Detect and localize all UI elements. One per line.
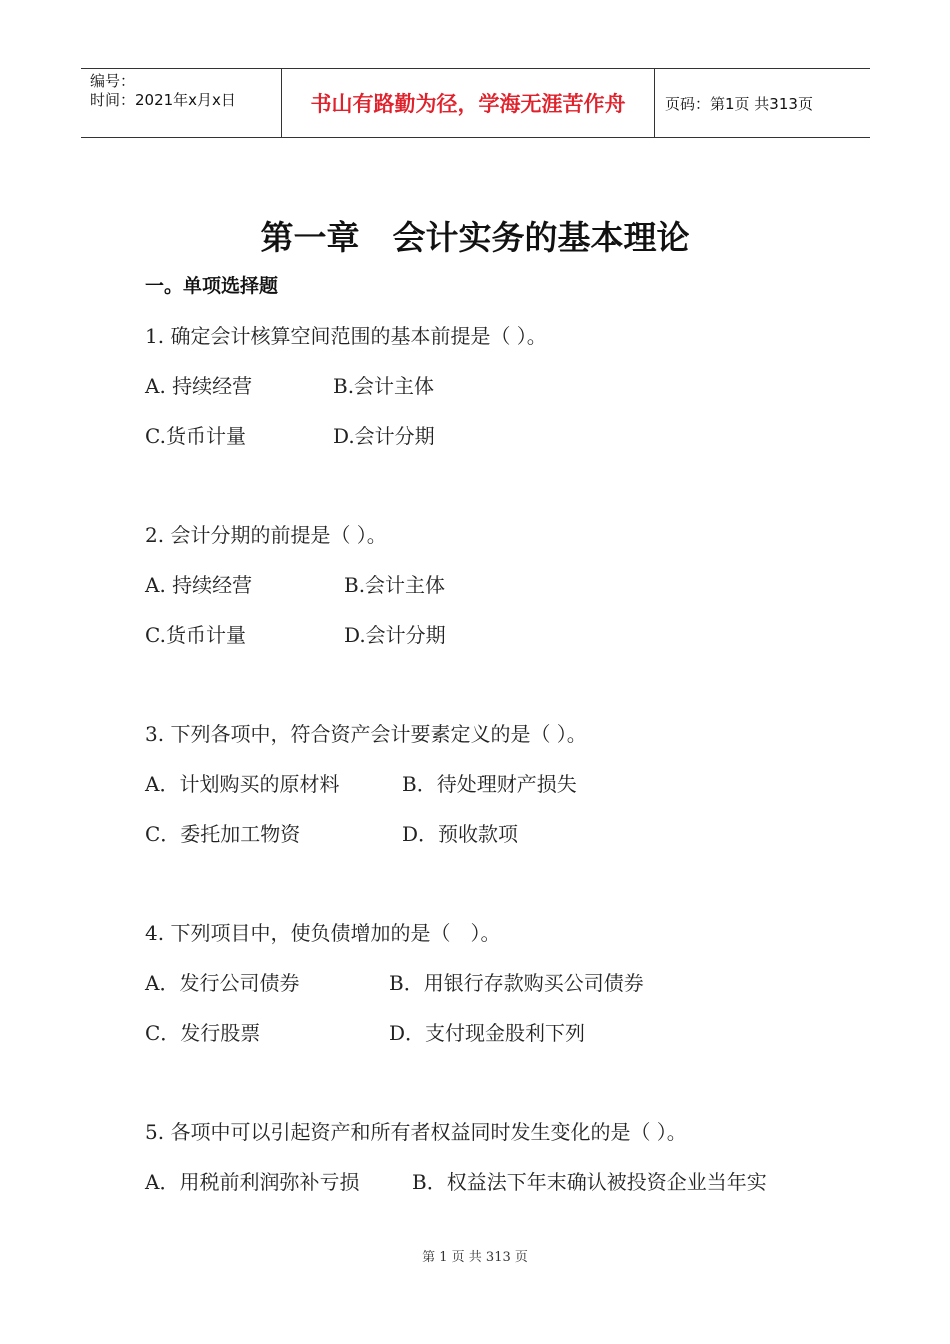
option-b: B．权益法下年末确认被投资企业当年实 [412,1170,767,1194]
chapter-title: 第一章 会计实务的基本理论 [260,218,690,257]
option-a: A．计划购买的原材料 [145,772,340,796]
option-a: A．发行公司债券 [145,971,300,995]
option-a: A．用税前利润弥补亏损 [145,1170,360,1194]
option-c: C．发行股票 [145,1021,261,1045]
question-stem: 2. 会计分期的前提是（ ）。 [145,523,387,547]
number-label: 编号： [90,72,136,90]
page-footer: 第 1 页 共 313 页 [422,1250,528,1265]
option-d: D．预收款项 [402,822,519,846]
option-c: C.货币计量 [145,623,246,647]
question-stem: 5. 各项中可以引起资产和所有者权益同时发生变化的是（ ）。 [145,1120,687,1144]
question-stem: 3. 下列各项中，符合资产会计要素定义的是（ ）。 [145,722,587,746]
option-b: B．待处理财产损失 [402,772,577,796]
question-stem: 1. 确定会计核算空间范围的基本前提是（ ）。 [145,324,547,348]
option-b: B.会计主体 [333,374,435,398]
header-left-cell [81,69,282,137]
page-info: 页码：第1页 共313页 [665,94,813,113]
option-d: D．支付现金股利下列 [389,1021,586,1045]
option-c: C.货币计量 [145,424,246,448]
option-b: B.会计主体 [344,573,446,597]
question-stem: 4. 下列项目中，使负债增加的是（ ）。 [145,921,501,945]
header-table [81,68,870,138]
section-heading: 一。单项选择题 [145,275,279,297]
option-b: B．用银行存款购买公司债券 [389,971,644,995]
option-a: A. 持续经营 [145,573,253,597]
option-d: D.会计分期 [333,424,435,448]
motto: 书山有路勤为径，学海无涯苦作舟 [282,69,655,137]
option-c: C．委托加工物资 [145,822,301,846]
option-d: D.会计分期 [344,623,446,647]
time-label: 时间：2021年x月x日 [90,91,236,109]
option-a: A. 持续经营 [145,374,253,398]
